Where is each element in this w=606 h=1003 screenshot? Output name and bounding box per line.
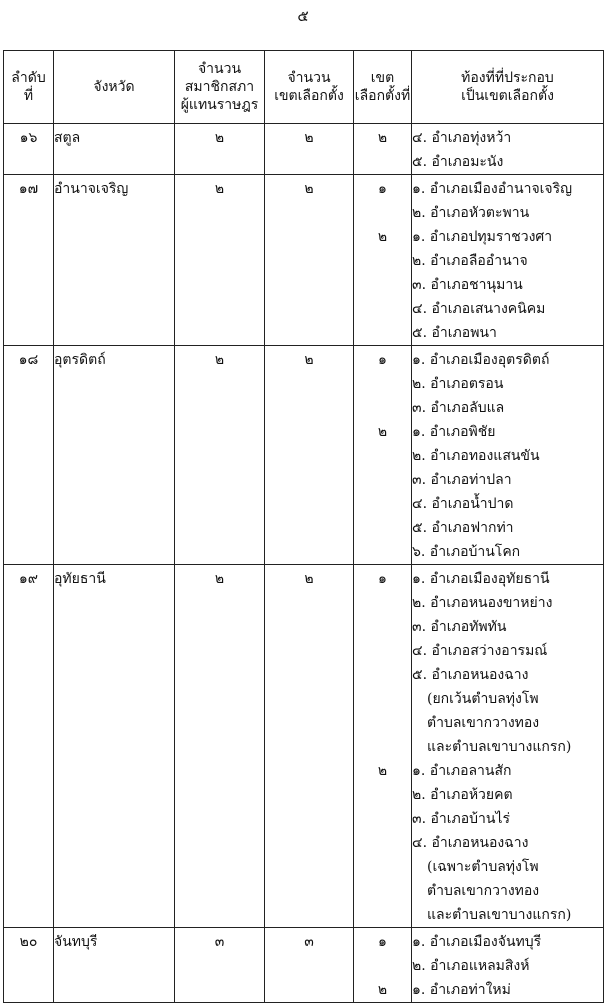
area-item: ๒. อำเภอลืออำนาจ — [412, 253, 528, 269]
district-number: ๑ — [378, 571, 387, 587]
province-cell: อุตรดิตถ์ — [54, 346, 175, 565]
area-item: ๑. อำเภอท่าใหม่ — [412, 982, 511, 998]
district-number: ๑ — [378, 352, 387, 368]
header-province: จังหวัด — [54, 51, 175, 124]
area-item: ๒. อำเภอทองแสนขัน — [412, 448, 540, 464]
area-item: ๒. อำเภอตรอน — [412, 376, 504, 392]
area-item: ๓. อำเภอชานุมาน — [412, 277, 523, 293]
district-no-cell — [354, 124, 412, 175]
districts-cell: ๒ — [265, 124, 354, 175]
district-number: ๒ — [377, 763, 388, 779]
members-cell: ๒ — [175, 346, 265, 565]
areas-cell — [412, 175, 604, 346]
area-item: และตำบลเขาบางแกรก) — [427, 907, 572, 923]
order-cell: ๑๙ — [4, 565, 54, 928]
area-item: ๑. อำเภอลานสัก — [412, 763, 512, 779]
area-item: ๓. อำเภอทัพทัน — [412, 619, 507, 635]
table-row — [4, 175, 604, 346]
area-item: ๕. อำเภอพนา — [412, 325, 497, 341]
area-item: ๑. อำเภอเมืองอุทัยธานี — [412, 571, 550, 587]
area-item: ตำบลเขากวางทอง — [427, 883, 540, 899]
area-item: ๑. อำเภอปทุมราชวงศา — [412, 229, 553, 245]
area-item: ๔. อำเภอสว่างอารมณ์ — [412, 643, 548, 659]
areas-cell — [412, 928, 604, 1003]
table-row — [4, 346, 604, 565]
header-districts: จำนวน เขตเลือกตั้ง — [265, 51, 354, 124]
table-row — [4, 928, 604, 1003]
districts-cell: ๒ — [265, 565, 354, 928]
members-cell: ๒ — [175, 565, 265, 928]
header-members: จำนวน สมาชิกสภา ผู้แทนราษฎร — [175, 51, 265, 124]
members-cell: ๒ — [175, 124, 265, 175]
table-header-row — [4, 51, 604, 124]
district-number: ๒ — [377, 982, 388, 998]
district-number: ๒ — [377, 424, 388, 440]
area-item: ๖. อำเภอบ้านโคก — [412, 544, 521, 560]
districts-cell: ๓ — [265, 928, 354, 1003]
header-district-no: เขต เลือกตั้งที่ — [354, 51, 412, 124]
members-cell: ๓ — [175, 928, 265, 1003]
districts-cell: ๒ — [265, 346, 354, 565]
province-cell: สตูล — [54, 124, 175, 175]
order-cell: ๑๗ — [4, 175, 54, 346]
area-item: ๓. อำเภอท่าปลา — [412, 472, 512, 488]
province-cell: อำนาจเจริญ — [54, 175, 175, 346]
area-item: ๔. อำเภอน้ำปาด — [412, 496, 514, 512]
area-item: ๔. อำเภอเสนางคนิคม — [412, 301, 546, 317]
order-cell: ๑๘ — [4, 346, 54, 565]
area-item: (ยกเว้นตำบลทุ่งโพ — [427, 691, 539, 707]
district-number: ๑ — [378, 181, 387, 197]
area-item: (เฉพาะตำบลทุ่งโพ — [427, 859, 539, 875]
area-item: ๔. อำเภอทุ่งหว้า — [412, 130, 512, 146]
area-item: ๕. อำเภอหนองฉาง — [412, 667, 529, 683]
header-areas: ท้องที่ที่ประกอบ เป็นเขตเลือกตั้ง — [412, 51, 604, 124]
area-item: ๑. อำเภอเมืองจันทบุรี — [412, 934, 542, 950]
areas-cell — [412, 346, 604, 565]
table-row — [4, 124, 604, 175]
district-number: ๑ — [378, 934, 387, 950]
district-no-cell — [354, 565, 412, 928]
area-item: ๒. อำเภอหัวตะพาน — [412, 205, 530, 221]
order-cell: ๒๐ — [4, 928, 54, 1003]
area-item: ๔. อำเภอหนองฉาง — [412, 835, 529, 851]
area-item: ๑. อำเภอเมืองอำนาจเจริญ — [412, 181, 573, 197]
area-item: ๕. อำเภอมะนัง — [412, 154, 504, 170]
districts-cell: ๒ — [265, 175, 354, 346]
area-item: และตำบลเขาบางแกรก) — [427, 739, 572, 755]
areas-cell — [412, 565, 604, 928]
areas-cell — [412, 124, 604, 175]
area-item: ๑. อำเภอเมืองอุตรดิตถ์ — [412, 352, 550, 368]
district-no-cell — [354, 175, 412, 346]
page-number: ๕ — [297, 7, 309, 25]
order-cell: ๑๖ — [4, 124, 54, 175]
district-number: ๒ — [377, 130, 388, 146]
election-district-table — [3, 50, 604, 1003]
members-cell: ๒ — [175, 175, 265, 346]
area-item: ๑. อำเภอพิชัย — [412, 424, 496, 440]
header-order: ลำดับ ที่ — [4, 51, 54, 124]
district-number: ๒ — [377, 229, 388, 245]
area-item: ๒. อำเภอแหลมสิงห์ — [412, 958, 530, 974]
area-item: ๓. อำเภอบ้านไร่ — [412, 811, 511, 827]
province-cell: อุทัยธานี — [54, 565, 175, 928]
area-item: ตำบลเขากวางทอง — [427, 715, 540, 731]
area-item: ๓. อำเภอลับแล — [412, 400, 505, 416]
district-no-cell — [354, 928, 412, 1003]
area-item: ๒. อำเภอห้วยคต — [412, 787, 513, 803]
area-item: ๒. อำเภอหนองขาหย่าง — [412, 595, 553, 611]
area-item: ๕. อำเภอฟากท่า — [412, 520, 514, 536]
province-cell: จันทบุรี — [54, 928, 175, 1003]
district-no-cell — [354, 346, 412, 565]
table-row — [4, 565, 604, 928]
